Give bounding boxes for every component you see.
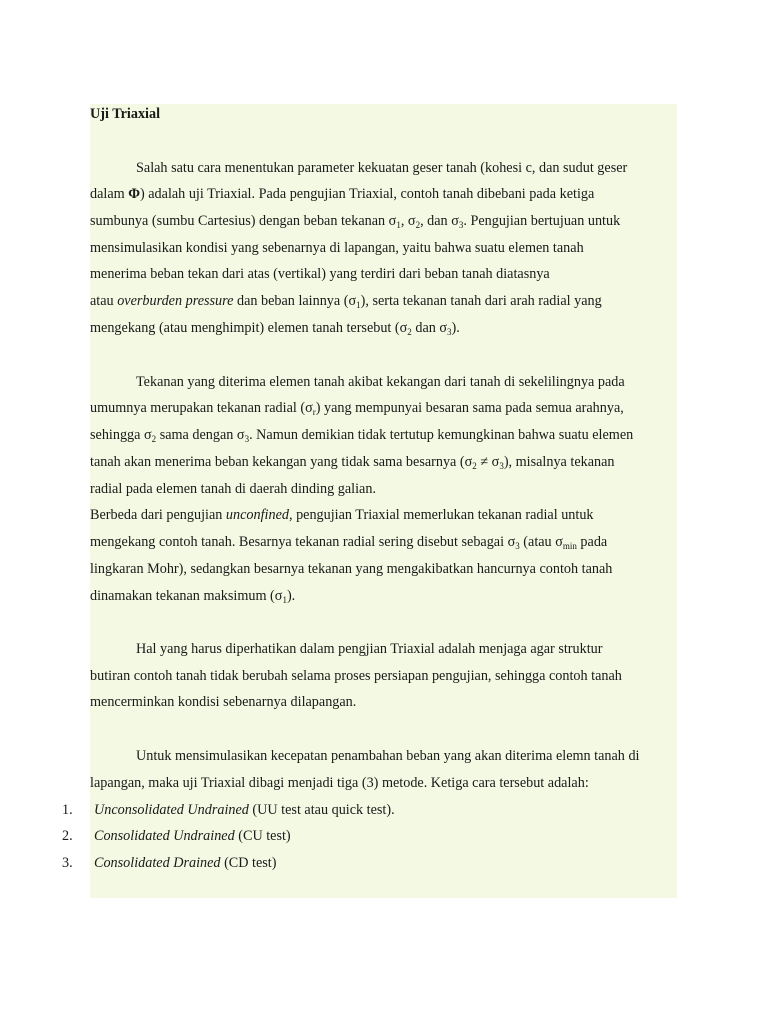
p1-line-3: sumbunya (sumbu Cartesius) dengan beban tekanan $\sigma_1$, $\sigma_2$, dan $\sigma_3$. Pengujian bertujuan untuk <box>90 213 621 230</box>
method-name: Consolidated Undrained <box>94 828 235 844</box>
p3-line-2: butiran contoh tanah tidak berubah selama proses persiapan pengujian, sehingga contoh tanah <box>90 668 622 684</box>
p4-line-2: lapangan, maka uji Triaxial dibagi menjadi tiga (3) metode. Ketiga cara tersebut adalah: <box>90 775 589 791</box>
list-item: 2. Consolidated Undrained (CU test) <box>62 828 291 844</box>
p3-line-1: Hal yang harus diperhatikan dalam pengjian Triaxial adalah menjaga agar struktur <box>136 641 603 657</box>
p2-line-9: dinamakan tekanan maksimum $(\sigma_1)$. <box>90 588 296 605</box>
p2-line-4: tanah akan menerima beban kekangan yang tidak sama besarnya $(\sigma_2 \ne \sigma_3)$, misalnya tekanan <box>90 454 615 471</box>
p2-line-2: umumnya merupakan tekanan radial $(\sigma_r)$ yang mempunyai besaran sama pada semua arahnya, <box>90 400 624 417</box>
p2-line-3: sehingga $\sigma_2$ sama dengan $\sigma_3$. Namun demikian tidak tertutup kemungkinan bahwa suatu elemen <box>90 427 634 444</box>
p1-line-2: dalam Φ) adalah uji Triaxial. Pada pengujian Triaxial, contoh tanah dibebani pada ketiga <box>90 186 595 202</box>
list-number: 1. <box>62 802 73 818</box>
list-item: 3. Consolidated Drained (CD test) <box>62 855 277 871</box>
list-item: 1. Unconsolidated Undrained (UU test atau quick test). <box>62 802 395 818</box>
list-number: 2. <box>62 828 73 844</box>
p3-line-3: mencerminkan kondisi sebenarnya dilapangan. <box>90 694 357 710</box>
p2-line-7: mengekang contoh tanah. Besarnya tekanan radial sering disebut sebagai $\sigma_3$ (atau $\sigma_{min}$ pada <box>90 534 608 551</box>
p2-line-6: Berbeda dari pengujian unconfined, pengujian Triaxial memerlukan tekanan radial untuk <box>90 507 594 523</box>
list-number: 3. <box>62 855 73 871</box>
method-name: Unconsolidated Undrained <box>94 802 249 818</box>
p1-line-6: atau overburden pressure dan beban lainnya $(\sigma_1)$, serta tekanan tanah dari arah radial yang <box>90 293 602 310</box>
phi-symbol: Φ <box>128 186 140 202</box>
p4-line-1: Untuk mensimulasikan kecepatan penambahan beban yang akan diterima elemn tanah di <box>136 748 640 764</box>
method-name: Consolidated Drained <box>94 855 221 871</box>
page-title: Uji Triaxial <box>90 106 161 122</box>
p1-line-5: menerima beban tekan dari atas (vertikal) yang terdiri dari beban tanah diatasnya <box>90 266 550 282</box>
p2-line-8: lingkaran Mohr), sedangkan besarnya tekanan yang mengakibatkan hancurnya contoh tanah <box>90 561 613 577</box>
p1-line-7: mengekang (atau menghimpit) elemen tanah tersebut ($\sigma_2$ dan $\sigma_3$). <box>90 320 460 337</box>
p2-line-5: radial pada elemen tanah di daerah dinding galian. <box>90 481 376 497</box>
p1-line-4: mensimulasikan kondisi yang sebenarnya di lapangan, yaitu bahwa suatu elemen tanah <box>90 240 584 256</box>
p2-line-1: Tekanan yang diterima elemen tanah akibat kekangan dari tanah di sekelilingnya pada <box>136 374 625 390</box>
p1-line-1: Salah satu cara menentukan parameter kekuatan geser tanah (kohesi c, dan sudut geser <box>136 160 628 176</box>
